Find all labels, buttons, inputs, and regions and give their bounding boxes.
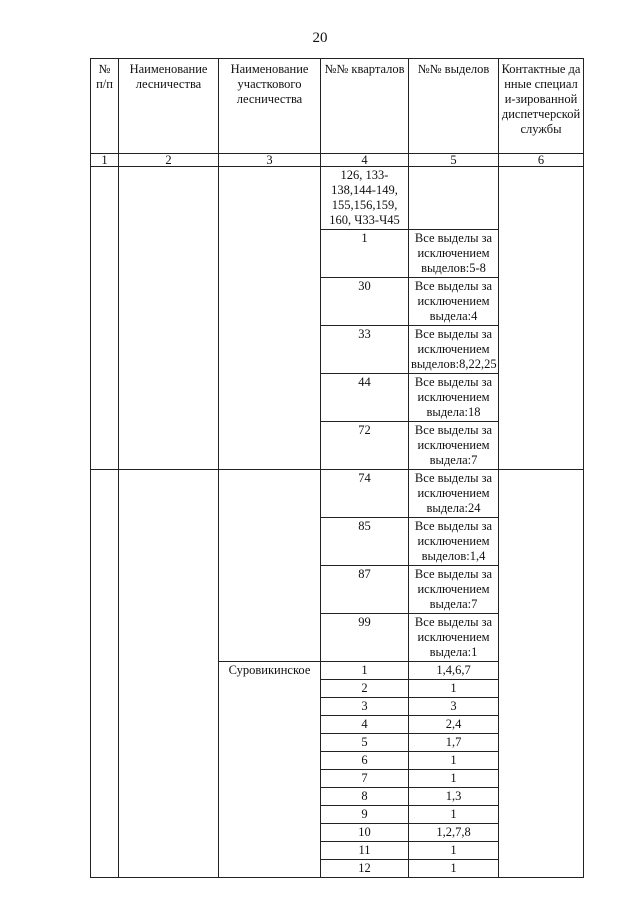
cell-parcels: 1	[409, 842, 499, 860]
cell-quarters: 8	[321, 788, 409, 806]
cell-parcels: Все выделы за исключением выдела:1	[409, 614, 499, 662]
header-contacts: Контактные данные специали-зированной диспетчерской службы	[499, 59, 584, 154]
cell-quarters: 30	[321, 278, 409, 326]
cell-parcels: Все выделы за исключением выдела:7	[409, 566, 499, 614]
cell-parcels: Все выделы за исключением выдела:4	[409, 278, 499, 326]
cell-quarters: 2	[321, 680, 409, 698]
cell-quarters: 87	[321, 566, 409, 614]
cell-quarters: 3	[321, 698, 409, 716]
header-parcels: №№ выделов	[409, 59, 499, 154]
cell-quarters: 99	[321, 614, 409, 662]
cell-contacts	[499, 470, 584, 878]
cell-quarters: 7	[321, 770, 409, 788]
cell-quarters: 85	[321, 518, 409, 566]
header-row	[91, 59, 584, 154]
cell-parcels: Все выделы за исключением выдела:18	[409, 374, 499, 422]
cell-quarters: 12	[321, 860, 409, 878]
cell-quarters: 4	[321, 716, 409, 734]
cell-parcels: 1,7	[409, 734, 499, 752]
cell-district-name: Суровикинское	[219, 662, 321, 878]
cell-parcels: 1	[409, 806, 499, 824]
header-quarters: №№ кварталов	[321, 59, 409, 154]
header-number: № п/п	[91, 59, 119, 154]
cell-parcels: 1	[409, 860, 499, 878]
column-number: 2	[119, 154, 219, 167]
cell-parcels: Все выделы за исключением выдела:7	[409, 422, 499, 470]
table-row	[91, 167, 584, 230]
cell-parcels: 1	[409, 752, 499, 770]
cell-quarters: 10	[321, 824, 409, 842]
column-number: 3	[219, 154, 321, 167]
column-number: 5	[409, 154, 499, 167]
cell-quarters: 9	[321, 806, 409, 824]
forestry-table	[90, 58, 584, 878]
cell-parcels: 2,4	[409, 716, 499, 734]
table-row	[91, 470, 584, 518]
column-number: 1	[91, 154, 119, 167]
cell-parcels: 1,4,6,7	[409, 662, 499, 680]
cell-quarters: 11	[321, 842, 409, 860]
cell-quarters: 1	[321, 230, 409, 278]
cell-district	[219, 167, 321, 470]
cell-parcels: 1	[409, 770, 499, 788]
cell-quarters: 1	[321, 662, 409, 680]
cell-quarters: 5	[321, 734, 409, 752]
cell-quarters: 44	[321, 374, 409, 422]
cell-contacts	[499, 167, 584, 470]
cell-forestry	[119, 470, 219, 878]
page-number: 20	[312, 30, 328, 46]
cell-parcels: Все выделы за исключением выделов:5-8	[409, 230, 499, 278]
cell-quarters: 72	[321, 422, 409, 470]
cell-quarters: 74	[321, 470, 409, 518]
table-section-b	[91, 470, 584, 878]
table-section-a	[91, 167, 584, 470]
header-forestry: Наименование лесничества	[119, 59, 219, 154]
cell-parcels: 1,3	[409, 788, 499, 806]
cell-forestry	[119, 167, 219, 470]
cell-parcels: Все выделы за исключением выдела:24	[409, 470, 499, 518]
header-district: Наименование участкового лесничества	[219, 59, 321, 154]
cell-number	[91, 470, 119, 878]
cell-parcels: 3	[409, 698, 499, 716]
cell-district	[219, 470, 321, 662]
column-number: 4	[321, 154, 409, 167]
cell-parcels	[409, 167, 499, 230]
cell-parcels: Все выделы за исключением выделов:1,4	[409, 518, 499, 566]
cell-parcels: 1,2,7,8	[409, 824, 499, 842]
cell-parcels: 1	[409, 680, 499, 698]
cell-number	[91, 167, 119, 470]
cell-quarters: 33	[321, 326, 409, 374]
cell-quarters: 6	[321, 752, 409, 770]
cell-quarters: 126, 133-138,144-149, 155,156,159, 160, Ч33-Ч45	[321, 167, 409, 230]
column-number-row	[91, 154, 584, 167]
column-number: 6	[499, 154, 584, 167]
cell-parcels: Все выделы за исключением выделов:8,22,25	[409, 326, 499, 374]
